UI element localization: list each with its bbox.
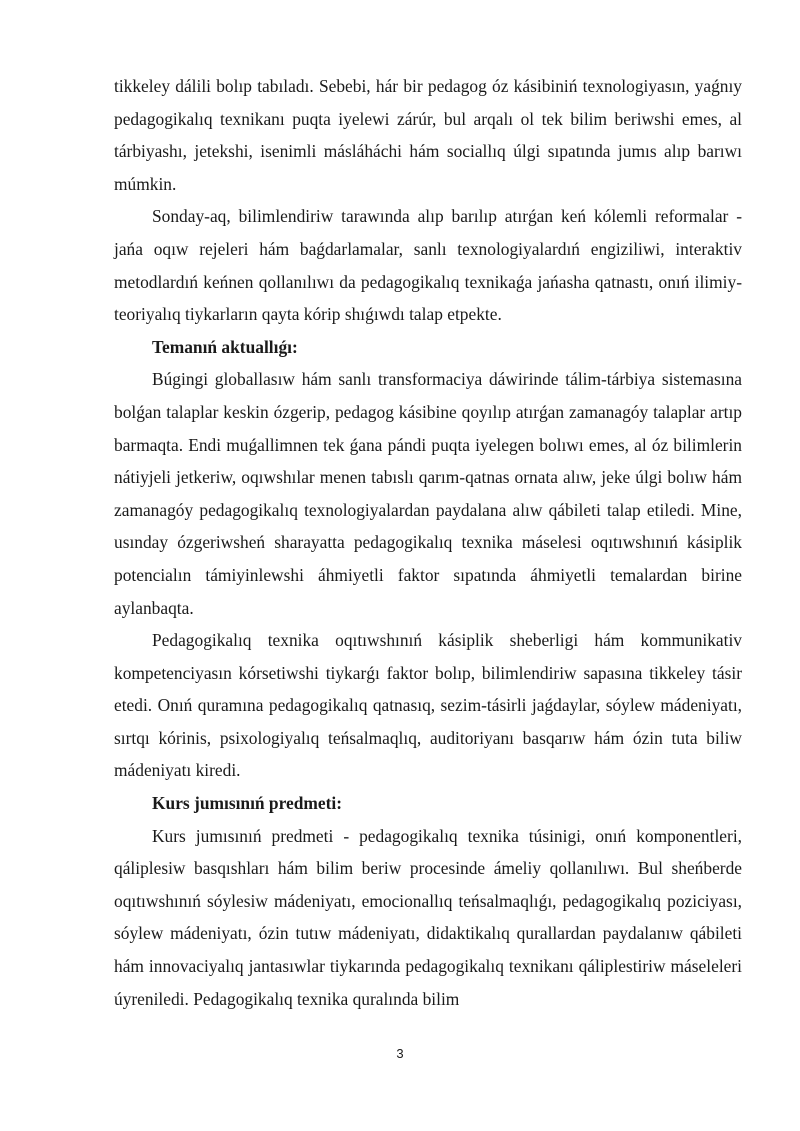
paragraph-subject: Kurs jumısınıń predmeti - pedagogikalıq texnika túsinigi, onıń komponentleri, qáliplesiw basqıshları hám bilim beriw procesinde ámeliy qollanılıwı. Bul sheńberde oqıtıwshınıń sóylesiw mádeniyatı, emocionallıq teńsalmaqlıǵı, pedagogikalıq poziciyası, sóylew mádeniyatı, ózin tutıw mádeniyatı, didaktikalıq qurallardan paydalanıw qábileti hám innovaciyalıq jantasıwlar tiykarında pedagogikalıq texnikanı qáliplestiriw máseleleri úyreniledi. Pedagogikalıq texnika quralında bilim — [114, 825, 742, 1009]
paragraph-continuation: tikkeley dálili bolıp tabıladı. Sebebi, hár bir pedagog óz kásibiniń texnologiyasın, yaǵnıy pedagogikalıq texnikanı puqta iyelewi zárúr, bul arqalı ol tek bilim beriwshi emes, al tárbiyashı, jetekshi, isenimli másláháchi hám sociallıq úlgi sıpatında jumıs alıp barıwı múmkin. — [114, 76, 742, 194]
section-heading-relevance: Temanıń aktuallıǵı: — [152, 336, 298, 357]
page-number: 3 — [396, 1046, 404, 1061]
body-text — [114, 70, 742, 1015]
paragraph-reforms: Sonday-aq, bilimlendiriw tarawında alıp barılıp atırǵan keń kólemli reformalar - jańa oqıw rejeleri hám baǵdarlamalar, sanlı texnologiyalardıń engiziliwi, interaktiv metodlardıń keńnen qollanılıwı da pedagogikalıq texnikaǵa jańasha qatnastı, onıń ilimiy-teoriyalıq tiykarların qayta kórip shıǵıwdı talap etpekte. — [114, 206, 742, 325]
paragraph-relevance-2: Pedagogikalıq texnika oqıtıwshınıń kásiplik sheberligi hám kommunikativ kompetenciyasın kórsetiwshi tiykarǵı faktor bolıp, bilimlendiriw sapasına tikkeley tásir etedi. Onıń quramına pedagogikalıq qatnasıq, sezim-tásirli jaǵdaylar, sóylew mádeniyatı, sırtqı kórinis, psixologiyalıq teńsalmaqlıq, auditoriyanı basqarıw hám ózin tuta biliw mádeniyatı kiredi. — [114, 630, 742, 781]
paragraph-relevance-1: Búgingi globallasıw hám sanlı transformaciya dáwirinde tálim-tárbiya sistemasına bolǵan talaplar keskin ózgerip, pedagog kásibine qoyılıp atırǵan zamanagóy talaplar artıp barmaqta. Endi muǵallimnen tek ǵana pándi puqta iyelegen bolıwı emes, al óz bilimlerin nátiyjeli jetkeriw, oqıwshılar menen tabıslı qarım-qatnas ornata alıw, jeke úlgi bolıw hám zamanagóy pedagogikalıq texnologiyalardan paydalana alıw qábileti talap etiledi. Mine, usınday ózgeriwsheń sharayatta pedagogikalıq texnika máselesi oqıtıwshınıń kásiplik potencialın támiyinlewshi áhmiyetli faktor sıpatında áhmiyetli temalardan birine aylanbaqta. — [114, 369, 742, 618]
section-heading-subject: Kurs jumısınıń predmeti: — [152, 793, 343, 814]
